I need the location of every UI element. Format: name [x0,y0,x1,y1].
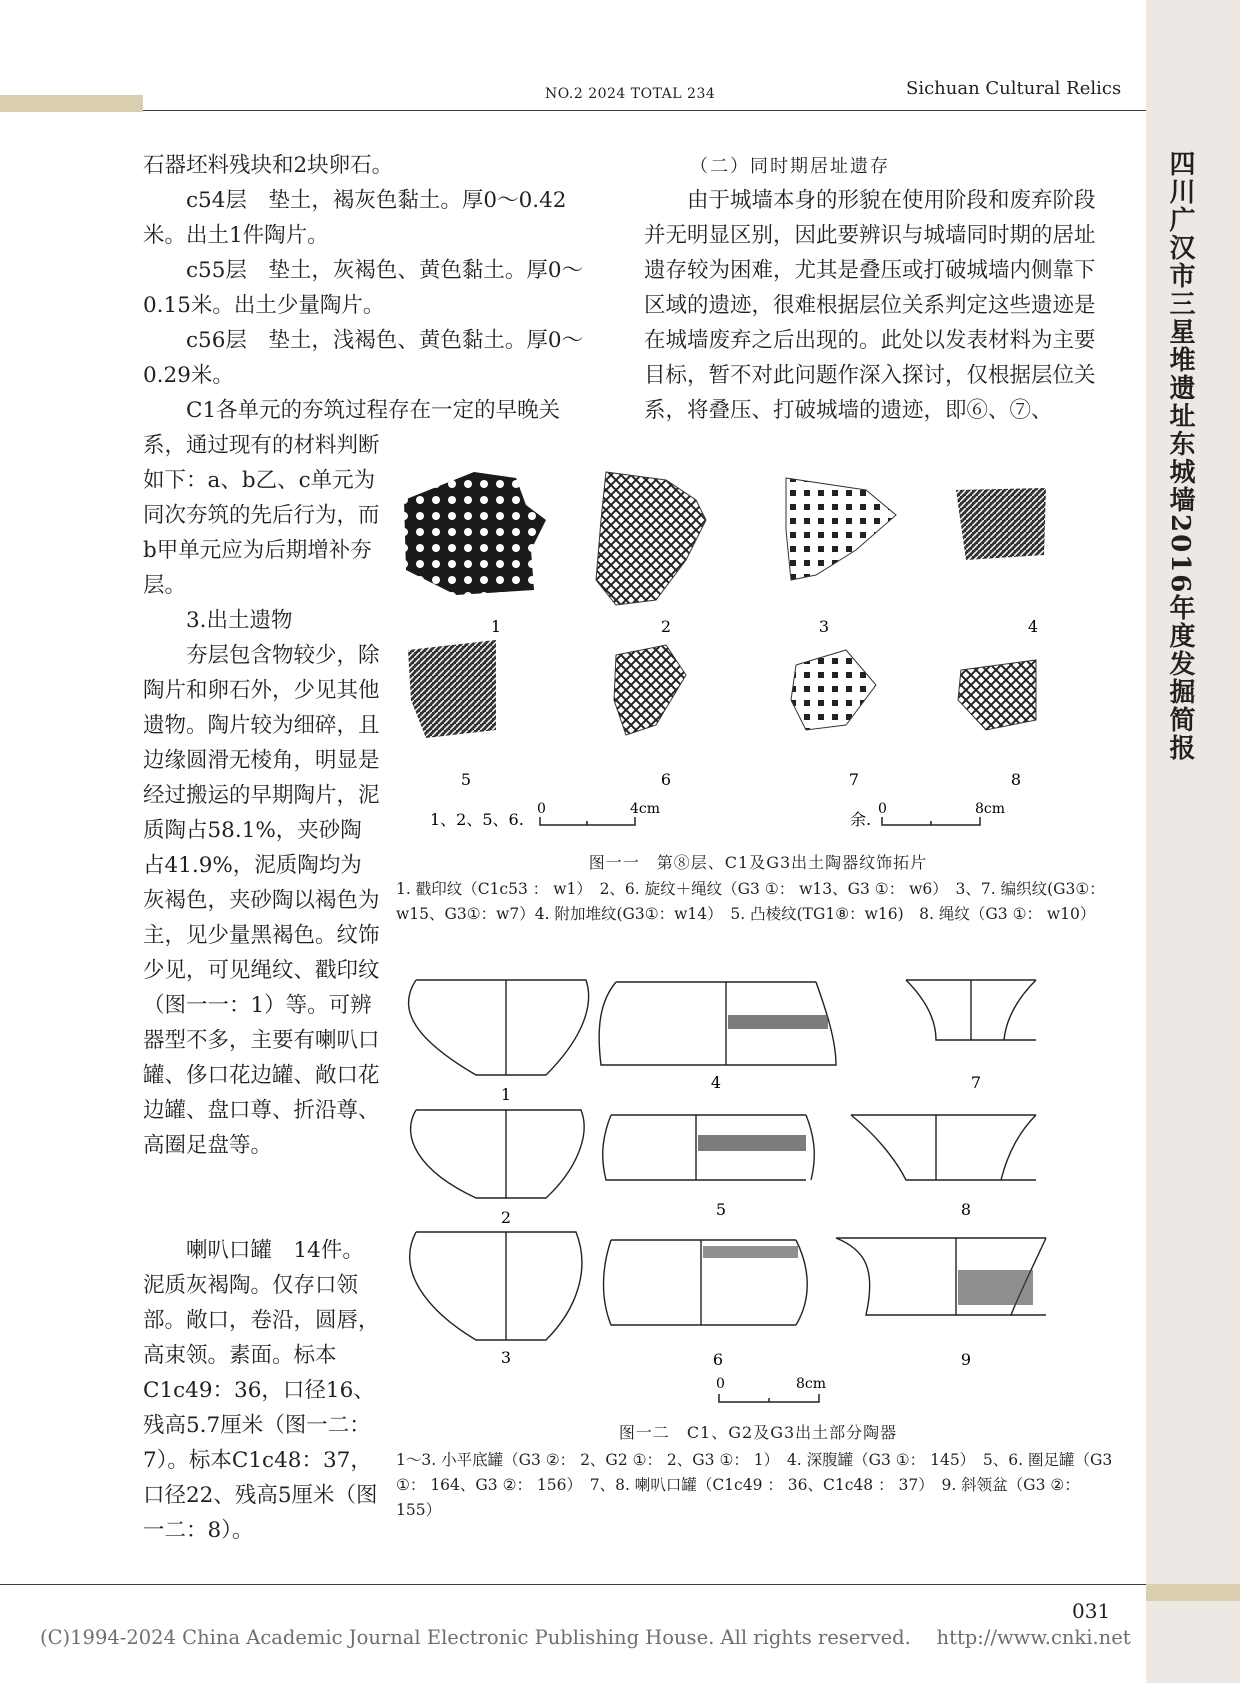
scale-b-prefix: 余. [850,810,872,829]
figure-12-title: 图一二 C1、G2及G3出土部分陶器 [618,1423,898,1442]
vessel-8 [851,1115,1036,1180]
rubbing-2 [596,472,706,605]
fig11-label-4: 4 [1027,617,1039,636]
fig11-label-8: 8 [1010,770,1022,789]
fig12-scale-unit: 8cm [796,1376,827,1390]
footer-rule [0,1584,1146,1585]
figure-11-caption: 1. 戳印纹（C1c53 ： w1） 2、6. 旋纹＋绳纹（G3 ①： w13、G3 ①： w6） 3、7. 编织纹(G3①：w15、G3①：w7）4. 附加堆纹(G3①：w14） 5. 凸棱纹(TG1⑧：w16) 8. 绳纹（G3 ①： w10） [396,880,1105,923]
narrow-paragraph-finds: 夯层包含物较少，除陶片和卵石外，少见其他遗物。陶片较为细碎，且边缘圆滑无棱角，明显是经过搬运的早期陶片，泥质陶占58.1%，夹砂陶占41.9%，泥质陶均为灰褐色，夹砂陶以褐色为主，见少量黑褐色。纹饰少见，可见绳纹、戳印纹（图一一：1）等。可辨器型不多，主要有喇叭口罐、侈口花边罐、敞口花边罐、盘口尊、折沿尊、高圈足盘等。 [143,643,380,1158]
figure-11-title: 图一一 第⑧层、C1及G3出土陶器纹饰拓片 [588,853,928,872]
fig11-label-2: 2 [660,617,672,636]
vessel-7 [906,980,1036,1040]
left-paragraph-c56: c56层 垫土，浅褐色、黄色黏土。厚0～0.29米。 [143,328,584,388]
fig12-label-3: 3 [500,1348,512,1367]
vessel-3 [410,1232,582,1340]
scale-a-prefix: 1、2、5、6. [430,810,524,829]
rubbing-7 [791,650,876,730]
fig12-label-4: 4 [710,1073,722,1092]
scale-a-unit: 4cm [630,801,661,817]
figure-12-pottery [396,970,1120,1390]
figure-12-caption: 1～3. 小平底罐（G3 ②： 2、G2 ①： 2、G3 ①： 1） 4. 深腹罐（G3 ①： 145） 5、6. 圈足罐（G3 ①： 164、G3 ②： 156） 7、8. 喇叭口罐（C1c49 ： 36、C1c48 ： 37） 9. 斜领盆（G3 ②： 155） [396,1451,1113,1519]
rubbing-8 [958,660,1036,730]
fig12-scale-zero: 0 [716,1376,725,1390]
fig12-label-9: 9 [960,1350,972,1369]
footer-accent-bar [1146,1584,1240,1601]
fig11-label-6: 6 [660,770,672,789]
rubbing-1 [404,472,546,595]
vessel-6-cord-band [703,1246,798,1258]
section-heading-residences: （二）同时期居址遗存 [690,156,890,177]
rubbing-5 [408,640,496,738]
rubbing-3 [786,478,896,580]
fig12-label-8: 8 [960,1200,972,1219]
fig11-label-5: 5 [460,770,472,789]
fig12-label-6: 6 [712,1350,724,1369]
issue-info: NO.2 2024 TOTAL 234 [545,86,716,102]
narrow-paragraph-cont: 系，通过现有的材料判断如下：a、b乙、c单元为同次夯筑的先后行为，而b甲单元应为后期增补夯层。 [143,433,380,598]
scale-b-zero: 0 [878,801,887,817]
header-rule [143,110,1146,111]
right-paragraph-1: 由于城墙本身的形貌在使用阶段和废弃阶段并无明显区别，因此要辨识与城墙同时期的居址遗存较为困难，尤其是叠压或打破城墙内侧靠下区域的遗迹，很难根据层位关系判定这些遗迹是在城墙废弃之后出现的。此处以发表材料为主要目标，暂不对此问题作深入探讨，仅根据层位关系，将叠压、打破城墙的遗迹，即⑥、⑦、 [644,188,1096,423]
scale-b-unit: 8cm [975,801,1006,817]
copyright-notice: (C)1994-2024 China Academic Journal Electronic Publishing House. All rights reserved. http://www.cnki.net [40,1626,1131,1649]
figure-12-scale-bar [715,1392,845,1412]
left-paragraph-c1: C1各单元的夯筑过程存在一定的早晚关 [186,398,561,423]
vessel-5-cord-band [698,1135,806,1151]
fig12-label-2: 2 [500,1208,512,1227]
figure-11-rubbings [396,460,1120,790]
scale-a-bar [540,817,635,825]
fig11-label-3: 3 [818,617,830,636]
left-paragraph-1: 石器坯料残块和2块卵石。 [143,153,394,178]
fig12-label-5: 5 [715,1200,727,1219]
left-paragraph-c54: c54层 垫土，褐灰色黏土。厚0～0.42米。出土1件陶片。 [143,188,567,248]
rubbing-6 [614,645,686,735]
page-number: 031 [1072,1599,1111,1623]
scale-a-zero: 0 [537,801,546,817]
header-accent-bar [0,95,143,112]
vessel-2 [411,1110,584,1198]
narrow-paragraph-jar: 喇叭口罐 14件。泥质灰褐陶。仅存口领部。敞口，卷沿，圆唇，高束领。素面。标本C1c49：36，口径16、残高5.7厘米（图一二：7）。标本C1c48：37，口径22、残高5厘米（图一二：8）。 [143,1238,380,1543]
vessel-4-cord-band [728,1015,828,1029]
journal-name: Sichuan Cultural Relics [906,78,1122,99]
fig12-label-1: 1 [500,1085,512,1104]
vessel-9-cord-band [958,1270,1033,1305]
fig12-label-7: 7 [970,1073,982,1092]
scale-b-bar [882,817,980,825]
fig11-label-7: 7 [848,770,860,789]
fig11-label-1: 1 [490,617,502,636]
left-paragraph-c55: c55层 垫土，灰褐色、黄色黏土。厚0～0.15米。出土少量陶片。 [143,258,584,318]
section-heading-finds: 3.出土遗物 [186,608,293,633]
figure-11-scale-bars [430,795,1120,835]
vessel-1 [409,980,589,1075]
article-side-title: 四川广汉市三星堆遗址东城墙2016年度发掘简报 [1165,150,1195,763]
rubbing-4 [956,488,1046,560]
